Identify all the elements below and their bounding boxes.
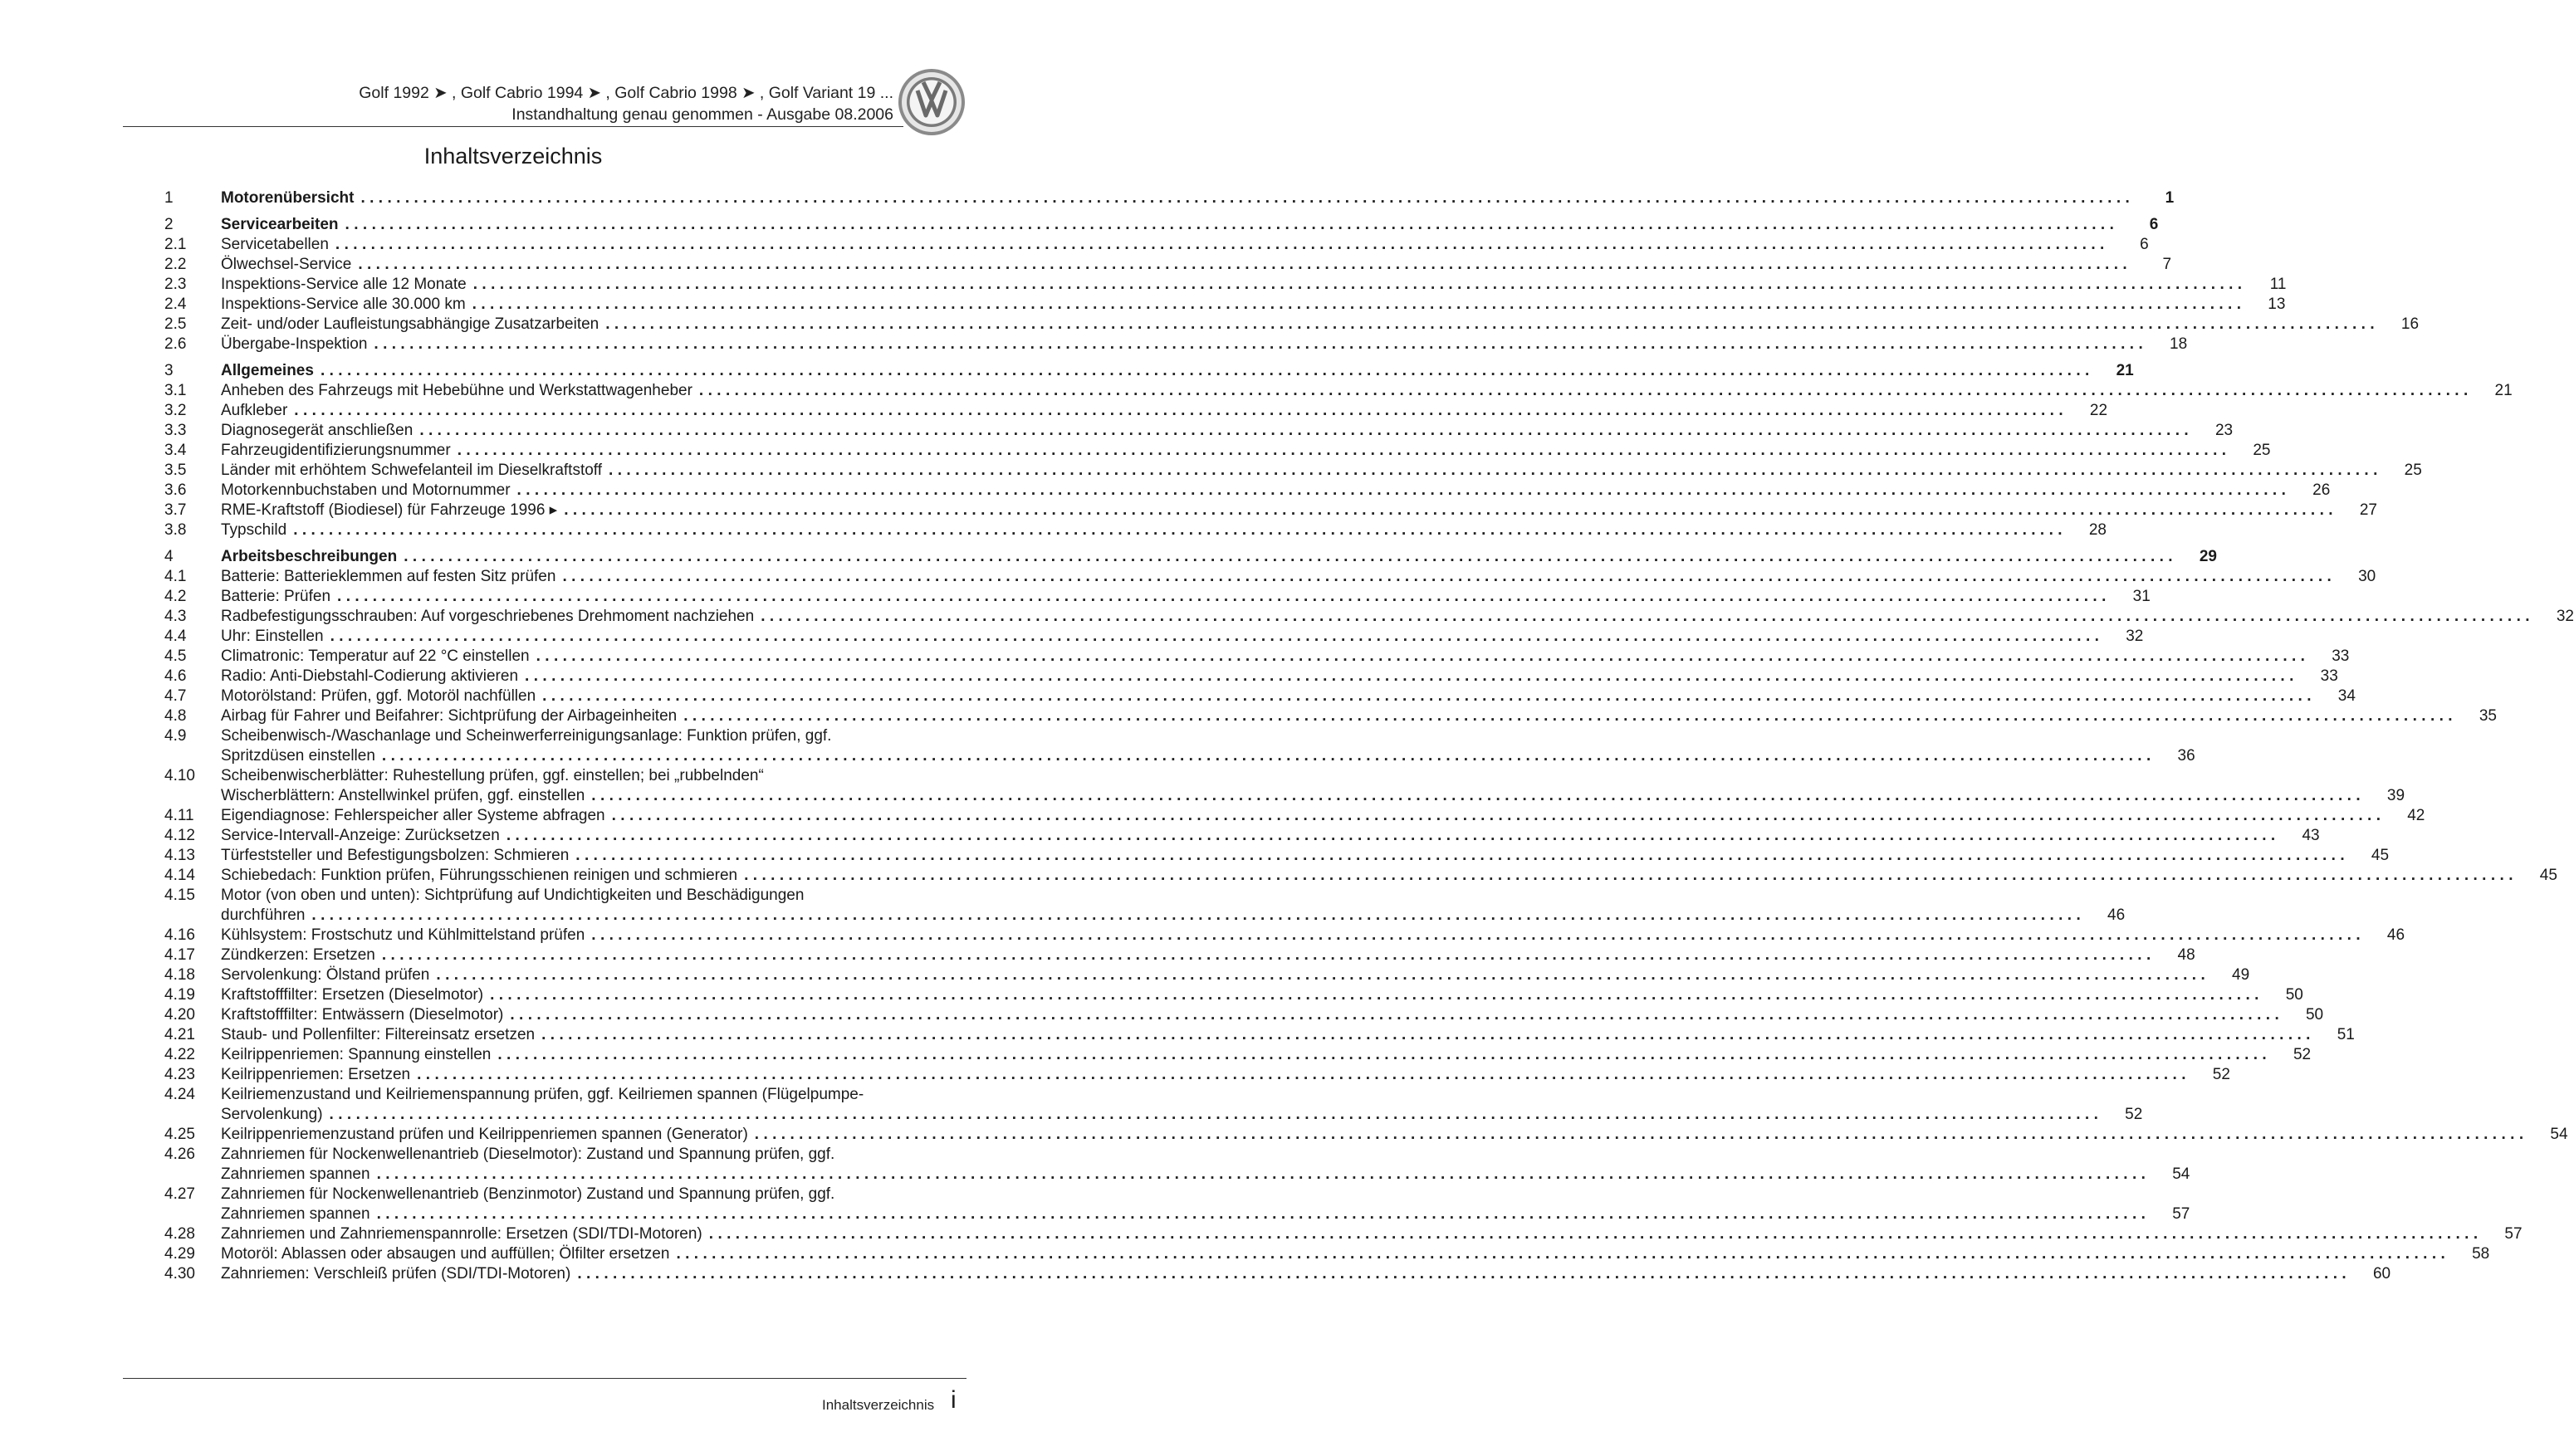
toc-title: Türfeststeller und Befestigungsbolzen: Schmieren xyxy=(221,847,570,864)
toc-title: Zahnriemen und Zahnriemenspannrolle: Ersetzen (SDI/TDI-Motoren) xyxy=(221,1225,702,1243)
toc-page-number: 27 xyxy=(2359,501,2377,519)
dot-leader: ........................................................................................................................................................................................................ xyxy=(575,847,2350,864)
toc-entry[interactable] xyxy=(164,866,2557,886)
toc-page-number: 51 xyxy=(2337,1026,2355,1043)
toc-page-number: 33 xyxy=(2332,647,2350,665)
toc-page-number: 48 xyxy=(2177,946,2195,964)
toc-number: 4.1 xyxy=(164,568,187,585)
header-edition-line: Instandhaltung genau genommen - Ausgabe 08.2006 xyxy=(511,105,893,124)
toc-number: 3.6 xyxy=(164,481,187,499)
dot-leader: ........................................................................................................................................................................................................ xyxy=(510,1006,2284,1024)
toc-page-number: 6 xyxy=(2140,236,2149,253)
dot-leader: ........................................................................................................................................................................................................ xyxy=(360,189,2135,207)
toc-page-number: 26 xyxy=(2312,481,2331,499)
toc-title: Batterie: Batterieklemmen auf festen Sitz prüfen xyxy=(221,568,556,585)
toc-title: Service-Intervall-Anzeige: Zurücksetzen xyxy=(221,827,500,844)
toc-number: 4 xyxy=(164,548,174,565)
toc-page-number: 25 xyxy=(2253,442,2271,459)
toc-title: Inspektions-Service alle 30.000 km xyxy=(221,296,466,313)
dot-leader: ........................................................................................................................................................................................................ xyxy=(761,608,2534,625)
toc-title: Wischerblättern: Anstellwinkel prüfen, ggf. einstellen xyxy=(221,787,585,804)
toc-chapter[interactable] xyxy=(164,188,2175,208)
toc-entry[interactable] xyxy=(164,567,2376,587)
toc-title: Staub- und Pollenfilter: Filtereinsatz ersetzen xyxy=(221,1026,536,1043)
dot-leader: ........................................................................................................................................................................................................ xyxy=(358,256,2132,273)
dot-leader: ........................................................................................................................................................................................................ xyxy=(676,1245,2450,1263)
toc-page-number: 60 xyxy=(2372,1265,2391,1283)
toc-title: Typschild xyxy=(221,521,287,539)
toc-chapter[interactable] xyxy=(164,215,2159,235)
toc-number: 4.3 xyxy=(164,608,187,625)
toc-title: Anheben des Fahrzeugs mit Hebebühne und Werkstattwagenheber xyxy=(221,382,692,399)
toc-page-number: 16 xyxy=(2400,315,2420,333)
toc-entry[interactable] xyxy=(164,667,2338,686)
toc-number: 4.9 xyxy=(164,727,187,745)
toc-number: 4.21 xyxy=(164,1026,195,1043)
dot-leader: ........................................................................................................................................................................................................ xyxy=(562,568,2337,585)
footer-divider xyxy=(123,1378,966,1379)
toc-title: Motoröl: Ablassen oder absaugen und auffüllen; Ölfilter ersetzen xyxy=(221,1245,670,1263)
toc-number: 4.2 xyxy=(164,588,187,605)
dot-leader: ........................................................................................................................................................................................................ xyxy=(683,707,2457,725)
dot-leader: ........................................................................................................................................................................................................ xyxy=(320,362,2094,379)
toc-entry[interactable] xyxy=(164,235,2149,255)
toc-entry[interactable] xyxy=(164,1264,2391,1284)
toc-page-number: 50 xyxy=(2305,1006,2324,1024)
dot-leader: ........................................................................................................................................................................................................ xyxy=(417,1066,2190,1083)
toc-title: Aufkleber xyxy=(221,402,288,419)
toc-number: 4.13 xyxy=(164,847,195,864)
toc-entry[interactable] xyxy=(164,315,2420,335)
toc-title: Inspektions-Service alle 12 Monate xyxy=(221,276,467,293)
toc-entry[interactable] xyxy=(164,1065,2230,1085)
toc-title: Ölwechsel-Service xyxy=(221,256,352,273)
dot-leader: ........................................................................................................................................................................................................ xyxy=(577,1265,2351,1283)
toc-number: 2.1 xyxy=(164,236,187,253)
toc-title: Schiebedach: Funktion prüfen, Führungsschienen reinigen und schmieren xyxy=(221,867,738,884)
dot-leader: ........................................................................................................................................................................................................ xyxy=(490,986,2263,1004)
toc-entry[interactable] xyxy=(164,886,2126,926)
toc-page-number: 34 xyxy=(2337,687,2356,705)
toc-number: 4.14 xyxy=(164,867,195,884)
toc-entry[interactable] xyxy=(164,1085,2143,1125)
toc-number: 1 xyxy=(164,189,174,207)
toc-number: 4.19 xyxy=(164,986,195,1004)
dot-leader: ........................................................................................................................................................................................................ xyxy=(311,906,2086,924)
toc-page-number: 13 xyxy=(2268,296,2286,313)
dot-leader: ........................................................................................................................................................................................................ xyxy=(329,1106,2103,1123)
toc-page-number: 21 xyxy=(2116,362,2134,379)
footer-page-number: i xyxy=(951,1386,957,1414)
toc-number: 4.8 xyxy=(164,707,187,725)
toc-title-first-line: Zahnriemen für Nockenwellenantrieb (Dieselmotor): Zustand und Spannung prüfen, ggf. xyxy=(221,1146,835,1163)
toc-entry[interactable] xyxy=(164,481,2331,501)
toc-title: Keilrippenriemen: Spannung einstellen xyxy=(221,1046,492,1063)
toc-number: 4.25 xyxy=(164,1126,195,1143)
dot-leader: ........................................................................................................................................................................................................ xyxy=(605,315,2380,333)
toc-title: Climatronic: Temperatur auf 22 °C einstellen xyxy=(221,647,530,665)
dot-leader: ........................................................................................................................................................................................................ xyxy=(436,966,2210,984)
toc-title-first-line: Motor (von oben und unten): Sichtprüfung auf Undichtigkeiten und Beschädigungen xyxy=(221,887,805,904)
toc-number: 3.3 xyxy=(164,422,187,439)
toc-title: Servolenkung) xyxy=(221,1106,323,1123)
toc-title: Servicetabellen xyxy=(221,236,329,253)
toc-entry[interactable] xyxy=(164,1025,2355,1045)
dot-leader: ........................................................................................................................................................................................................ xyxy=(335,236,2109,253)
toc-entry[interactable] xyxy=(164,1185,2190,1224)
dot-leader: ........................................................................................................................................................................................................ xyxy=(294,402,2068,419)
toc-entry[interactable] xyxy=(164,1224,2523,1244)
toc-title: Servolenkung: Ölstand prüfen xyxy=(221,966,430,984)
toc-page-number: 46 xyxy=(2107,906,2126,924)
toc-page-number: 43 xyxy=(2302,827,2320,844)
toc-page-number: 57 xyxy=(2172,1205,2190,1223)
toc-page-number: 22 xyxy=(2089,402,2108,419)
toc-entry[interactable] xyxy=(164,587,2151,607)
toc-title: Radbefestigungsschrauben: Auf vorgeschriebenes Drehmoment nachziehen xyxy=(221,608,755,625)
toc-entry[interactable] xyxy=(164,726,2195,766)
toc-entry[interactable] xyxy=(164,335,2188,354)
dot-leader: ........................................................................................................................................................................................................ xyxy=(293,521,2067,539)
dot-leader: ........................................................................................................................................................................................................ xyxy=(591,926,2366,944)
toc-page-number: 58 xyxy=(2472,1245,2490,1263)
toc-number: 3.7 xyxy=(164,501,187,519)
toc-page-number: 25 xyxy=(2404,462,2422,479)
toc-page-number: 21 xyxy=(2494,382,2513,399)
toc-number: 4.28 xyxy=(164,1225,195,1243)
toc-number: 3.5 xyxy=(164,462,187,479)
toc-title: Spritzdüsen einstellen xyxy=(221,747,375,765)
dot-leader: ........................................................................................................................................................................................................ xyxy=(611,807,2386,824)
toc-entry[interactable] xyxy=(164,965,2250,985)
toc-page-number: 32 xyxy=(2126,628,2144,645)
toc-number: 4.11 xyxy=(164,807,194,824)
vw-logo-icon xyxy=(898,68,966,136)
toc-title: Motorenübersicht xyxy=(221,189,355,207)
toc-number: 2 xyxy=(164,216,174,233)
toc-page-number: 32 xyxy=(2556,608,2574,625)
toc-entry[interactable] xyxy=(164,1244,2490,1264)
toc-title: Kraftstofffilter: Entwässern (Dieselmotor) xyxy=(221,1006,504,1024)
toc-entry[interactable] xyxy=(164,706,2497,726)
toc-title-first-line: Keilriemenzustand und Keilriemenspannung prüfen, ggf. Keilriemen spannen (Flügelpumpe- xyxy=(221,1086,864,1103)
toc-entry[interactable] xyxy=(164,985,2303,1005)
toc-page-number: 11 xyxy=(2269,276,2287,293)
toc-number: 4.16 xyxy=(164,926,195,944)
toc-page-number: 33 xyxy=(2320,667,2338,685)
header-divider xyxy=(123,126,903,127)
toc-page-number: 46 xyxy=(2386,926,2405,944)
toc-entry[interactable] xyxy=(164,461,2422,481)
dot-leader: ........................................................................................................................................................................................................ xyxy=(337,588,2111,605)
dot-leader: ........................................................................................................................................................................................................ xyxy=(404,548,2177,565)
toc-title: Motorkennbuchstaben und Motornummer xyxy=(221,481,511,499)
dot-leader: ........................................................................................................................................................................................................ xyxy=(381,946,2156,964)
toc-title: Länder mit erhöhtem Schwefelanteil im Dieselkraftstoff xyxy=(221,462,603,479)
toc-page-number: 28 xyxy=(2088,521,2107,539)
toc-entry[interactable] xyxy=(164,1005,2324,1025)
toc-title: Keilrippenriemen: Ersetzen xyxy=(221,1066,411,1083)
toc-title: Übergabe-Inspektion xyxy=(221,335,368,353)
toc-title-first-line: Zahnriemen für Nockenwellenantrieb (Benzinmotor) Zustand und Spannung prüfen, ggf. xyxy=(221,1185,835,1203)
toc-entry[interactable] xyxy=(164,295,2286,315)
dot-leader: ........................................................................................................................................................................................................ xyxy=(591,787,2366,804)
toc-number: 3.4 xyxy=(164,442,187,459)
toc-number: 4.15 xyxy=(164,887,195,904)
toc-title: Zahnriemen: Verschleiß prüfen (SDI/TDI-Motoren) xyxy=(221,1265,571,1283)
toc-entry[interactable] xyxy=(164,826,2320,846)
toc-entry[interactable] xyxy=(164,806,2425,826)
page-title: Inhaltsverzeichnis xyxy=(423,144,603,169)
toc-page-number: 1 xyxy=(2165,189,2175,207)
toc-title: Diagnosegerät anschließen xyxy=(221,422,414,439)
header-model-line: Golf 1992 ➤ , Golf Cabrio 1994 ➤ , Golf Cabrio 1998 ➤ , Golf Variant 19 ... xyxy=(359,84,893,102)
table-of-contents xyxy=(164,188,2574,1284)
toc-number: 4.12 xyxy=(164,827,195,844)
toc-page-number: 35 xyxy=(2479,707,2497,725)
toc-entry[interactable] xyxy=(164,846,2390,866)
dot-leader: ........................................................................................................................................................................................................ xyxy=(609,462,2382,479)
toc-number: 4.6 xyxy=(164,667,187,685)
toc-page-number: 54 xyxy=(2550,1126,2568,1143)
toc-title-first-line: Scheibenwisch-/Waschanlage und Scheinwerferreinigungsanlage: Funktion prüfen, ggf. xyxy=(221,727,832,745)
toc-entry[interactable] xyxy=(164,607,2574,627)
toc-page-number: 29 xyxy=(2199,548,2217,565)
dot-leader: ........................................................................................................................................................................................................ xyxy=(708,1225,2483,1243)
toc-title-first-line: Scheibenwischerblätter: Ruhestellung prüfen, ggf. einstellen; bei „rubbelnden“ xyxy=(221,767,764,784)
toc-page-number: 30 xyxy=(2358,568,2376,585)
toc-entry[interactable] xyxy=(164,255,2172,275)
toc-number: 4.17 xyxy=(164,946,195,964)
toc-entry[interactable] xyxy=(164,381,2513,401)
toc-title: Eigendiagnose: Fehlerspeicher aller Systeme abfragen xyxy=(221,807,605,824)
dot-leader: ........................................................................................................................................................................................................ xyxy=(754,1126,2528,1143)
toc-title: Arbeitsbeschreibungen xyxy=(221,548,398,565)
dot-leader: ........................................................................................................................................................................................................ xyxy=(564,501,2337,519)
dot-leader: ........................................................................................................................................................................................................ xyxy=(330,628,2104,645)
toc-entry[interactable] xyxy=(164,441,2271,461)
toc-number: 4.30 xyxy=(164,1265,195,1283)
toc-entry[interactable] xyxy=(164,647,2350,667)
toc-page-number: 7 xyxy=(2162,256,2172,273)
toc-page-number: 54 xyxy=(2172,1165,2190,1183)
toc-entry[interactable] xyxy=(164,1045,2312,1065)
toc-title: Zahnriemen spannen xyxy=(221,1165,370,1183)
toc-entry[interactable] xyxy=(164,926,2405,945)
toc-title: Airbag für Fahrer und Beifahrer: Sichtprüfung der Airbageinheiten xyxy=(221,707,678,725)
toc-page-number: 49 xyxy=(2232,966,2250,984)
toc-title: Zahnriemen spannen xyxy=(221,1205,370,1223)
dot-leader: ........................................................................................................................................................................................................ xyxy=(345,216,2119,233)
toc-entry[interactable] xyxy=(164,1125,2568,1145)
toc-number: 4.26 xyxy=(164,1146,195,1163)
dot-leader: ........................................................................................................................................................................................................ xyxy=(542,687,2316,705)
dot-leader: ........................................................................................................................................................................................................ xyxy=(698,382,2473,399)
toc-page-number: 42 xyxy=(2407,807,2425,824)
toc-number: 2.2 xyxy=(164,256,187,273)
toc-page-number: 52 xyxy=(2125,1106,2143,1123)
toc-page-number: 57 xyxy=(2504,1225,2523,1243)
toc-title: Kraftstofffilter: Ersetzen (Dieselmotor) xyxy=(221,986,484,1004)
toc-page-number: 45 xyxy=(2539,867,2557,884)
toc-title: Radio: Anti-Diebstahl-Codierung aktivieren xyxy=(221,667,519,685)
dot-leader: ........................................................................................................................................................................................................ xyxy=(381,747,2156,765)
toc-number: 3.2 xyxy=(164,402,187,419)
toc-entry[interactable] xyxy=(164,275,2287,295)
toc-entry[interactable] xyxy=(164,945,2195,965)
toc-title: Kühlsystem: Frostschutz und Kühlmittelstand prüfen xyxy=(221,926,585,944)
toc-number: 2.5 xyxy=(164,315,187,333)
dot-leader: ........................................................................................................................................................................................................ xyxy=(472,296,2246,313)
toc-page-number: 52 xyxy=(2293,1046,2312,1063)
toc-chapter[interactable] xyxy=(164,361,2134,381)
toc-entry[interactable] xyxy=(164,1145,2190,1185)
toc-title: Zündkerzen: Ersetzen xyxy=(221,946,375,964)
toc-chapter[interactable] xyxy=(164,547,2217,567)
toc-number: 4.27 xyxy=(164,1185,195,1203)
toc-title: durchführen xyxy=(221,906,306,924)
toc-number: 4.5 xyxy=(164,647,187,665)
toc-number: 4.7 xyxy=(164,687,187,705)
toc-title: Servicearbeiten xyxy=(221,216,339,233)
dot-leader: ........................................................................................................................................................................................................ xyxy=(525,667,2298,685)
toc-page-number: 50 xyxy=(2285,986,2303,1004)
dot-leader: ........................................................................................................................................................................................................ xyxy=(457,442,2231,459)
toc-page-number: 23 xyxy=(2214,422,2234,439)
toc-title: Batterie: Prüfen xyxy=(221,588,331,605)
toc-number: 2.3 xyxy=(164,276,187,293)
toc-page-number: 31 xyxy=(2132,588,2151,605)
toc-number: 3.8 xyxy=(164,521,187,539)
toc-entry[interactable] xyxy=(164,421,2234,441)
dot-leader: ........................................................................................................................................................................................................ xyxy=(419,422,2194,439)
toc-number: 4.29 xyxy=(164,1245,195,1263)
dot-leader: ........................................................................................................................................................................................................ xyxy=(374,335,2148,353)
dot-leader: ........................................................................................................................................................................................................ xyxy=(497,1046,2272,1063)
toc-number: 4.24 xyxy=(164,1086,195,1103)
toc-number: 2.4 xyxy=(164,296,187,313)
toc-title: Zeit- und/oder Laufleistungsabhängige Zusatzarbeiten xyxy=(221,315,599,333)
toc-page-number: 36 xyxy=(2177,747,2195,765)
toc-title: RME-Kraftstoff (Biodiesel) für Fahrzeuge 1996 ▸ xyxy=(221,501,558,519)
toc-page-number: 18 xyxy=(2170,335,2188,353)
toc-page-number: 52 xyxy=(2212,1066,2230,1083)
dot-leader: ........................................................................................................................................................................................................ xyxy=(541,1026,2315,1043)
toc-entry[interactable] xyxy=(164,520,2107,540)
toc-number: 4.4 xyxy=(164,628,187,645)
toc-number: 3 xyxy=(164,362,174,379)
toc-entry[interactable] xyxy=(164,766,2405,806)
toc-page-number: 45 xyxy=(2371,847,2390,864)
dot-leader: ........................................................................................................................................................................................................ xyxy=(744,867,2518,884)
toc-title: Motorölstand: Prüfen, ggf. Motoröl nachfüllen xyxy=(221,687,536,705)
toc-title: Uhr: Einstellen xyxy=(221,628,324,645)
toc-number: 3.1 xyxy=(164,382,187,399)
toc-entry[interactable] xyxy=(164,686,2356,706)
toc-number: 4.23 xyxy=(164,1066,195,1083)
toc-page-number: 39 xyxy=(2386,787,2405,804)
dot-leader: ........................................................................................................................................................................................................ xyxy=(506,827,2280,844)
toc-entry[interactable] xyxy=(164,501,2377,520)
toc-number: 4.18 xyxy=(164,966,195,984)
toc-entry[interactable] xyxy=(164,627,2144,647)
footer-section-label: Inhaltsverzeichnis xyxy=(822,1397,935,1413)
dot-leader: ........................................................................................................................................................................................................ xyxy=(536,647,2310,665)
dot-leader: ........................................................................................................................................................................................................ xyxy=(376,1165,2151,1183)
toc-page-number: 6 xyxy=(2149,216,2159,233)
toc-entry[interactable] xyxy=(164,401,2108,421)
toc-number: 2.6 xyxy=(164,335,187,353)
toc-number: 4.20 xyxy=(164,1006,195,1024)
toc-title: Allgemeines xyxy=(221,362,314,379)
toc-number: 4.22 xyxy=(164,1046,195,1063)
toc-title: Keilrippenriemenzustand prüfen und Keilrippenriemen spannen (Generator) xyxy=(221,1126,748,1143)
dot-leader: ........................................................................................................................................................................................................ xyxy=(472,276,2247,293)
dot-leader: ........................................................................................................................................................................................................ xyxy=(376,1205,2151,1223)
toc-number: 4.10 xyxy=(164,767,195,784)
toc-title: Fahrzeugidentifizierungsnummer xyxy=(221,442,451,459)
dot-leader: ........................................................................................................................................................................................................ xyxy=(516,481,2291,499)
